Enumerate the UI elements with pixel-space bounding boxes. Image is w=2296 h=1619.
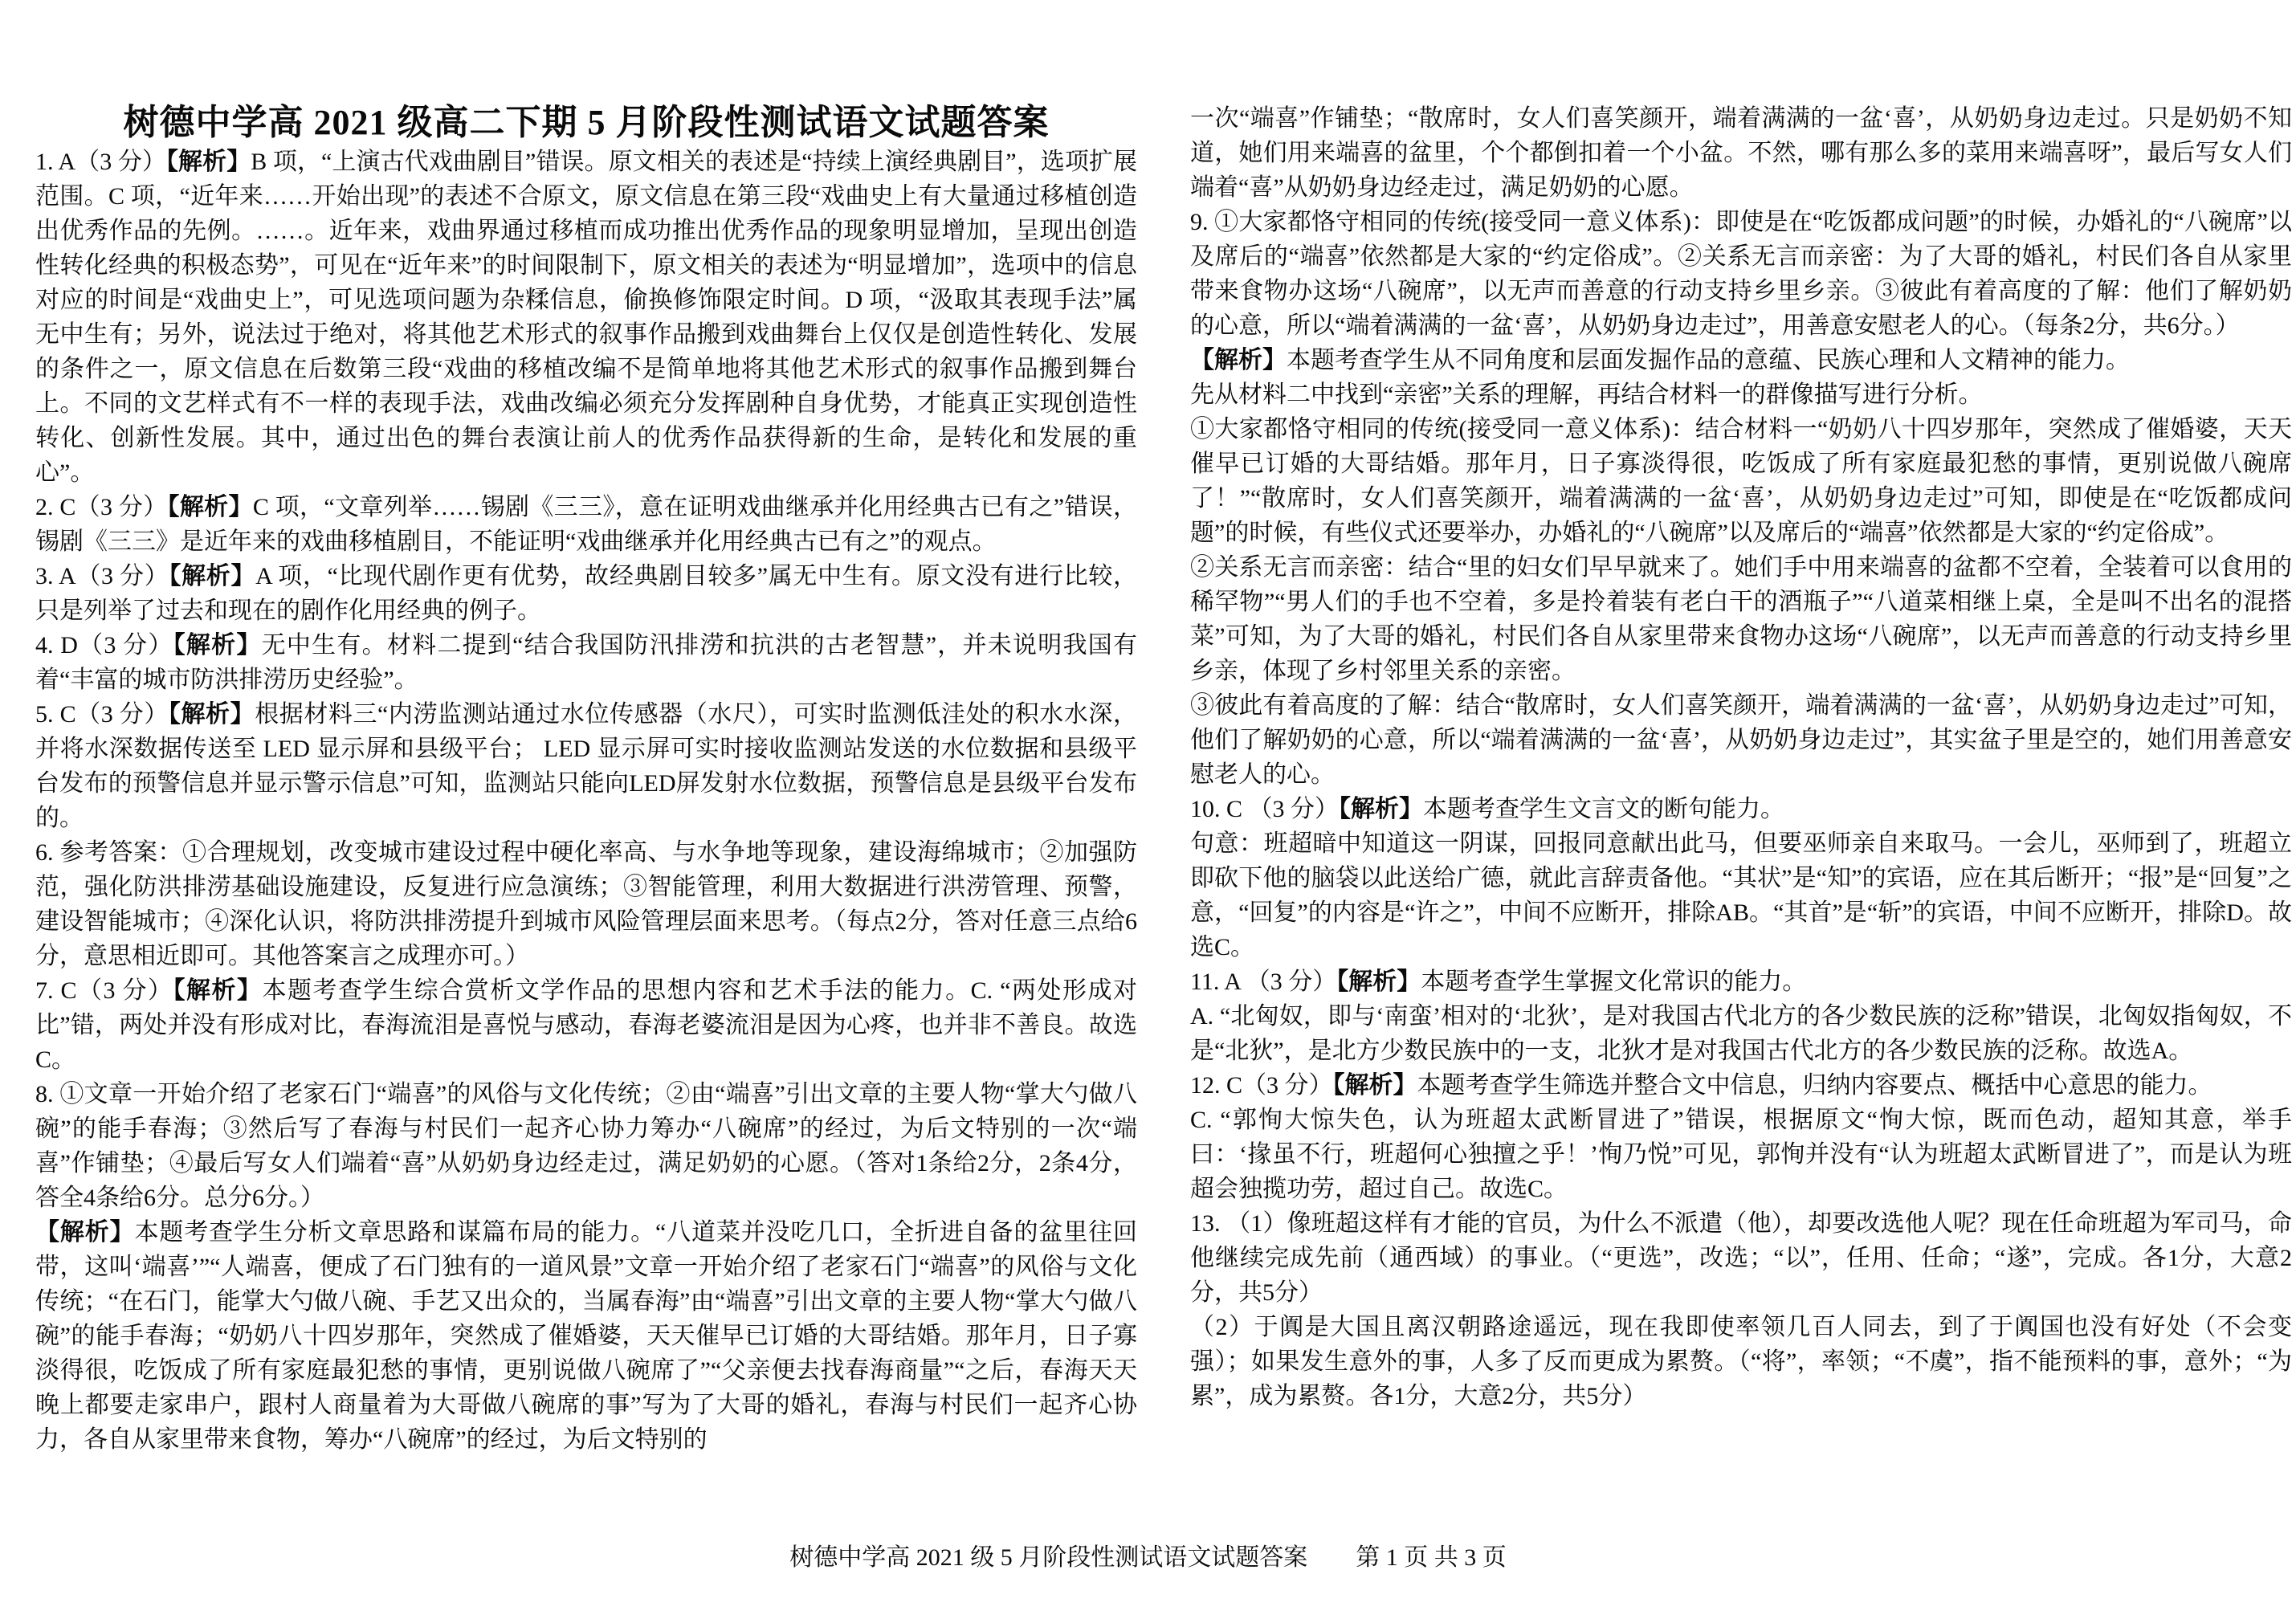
answer-paragraph: 7. C（3 分）【解析】本题考查学生综合赏析文学作品的思想内容和艺术手法的能力。C. “两处形成对比”错，两处并没有形成对比，春海流泪是喜悦与感动，春海老婆流泪是因为心疼，也并非不善良。故选 C。 (35, 977, 1137, 1073)
two-column-layout (35, 101, 2292, 1457)
jiexi-label: 【解析】 (167, 494, 253, 520)
answer-paragraph: 一次“端喜”作铺垫；“散席时，女人们喜笑颜开，端着满满的一盆‘喜’，从奶奶身边走过。只是奶奶不知道，她们用来端喜的盆里，个个都倒扣着一个小盆。不然，哪有那么多的菜用来端喜呀”，最后写女人们端着“喜”从奶奶身边经走过，满足奶奶的心愿。 (1190, 105, 2292, 201)
answer-paragraph: 9. ①大家都恪守相同的传统(接受同一意义体系)：即使是在“吃饭都成问题”的时候，办婚礼的“八碗席”以及席后的“端喜”依然都是大家的“约定俗成”。②关系无言而亲密：为了大哥的婚礼，村民们各自从家里带来食物办这场“八碗席”，以无声而善意的行动支持乡里乡亲。③彼此有着高度的了解：他们了解奶奶的心意，所以“端着满满的一盆‘喜’，从奶奶身边走过”，用善意安慰老人的心。（每条2分，共6分。） (1190, 209, 2292, 339)
jiexi-label: 【解析】 (1336, 969, 1421, 995)
left-column-paragraphs (35, 145, 1137, 1457)
answer-paragraph: 句意：班超暗中知道这一阴谋，回报同意献出此马，但要巫师亲自来取马。一会儿，巫师到了，班超立即砍下他的脑袋以此送给广德，就此言辞责备他。“其状”是“知”的宾语，应在其后断开；“报”是“回复”之意，“回复”的内容是“许之”，中间不应断开，排除AB。“其首”是“斩”的宾语，中间不应断开，排除D。故选C。 (1190, 830, 2292, 960)
answer-paragraph: ③彼此有着高度的了解：结合“散席时，女人们喜笑颜开，端着满满的一盆‘喜’，从奶奶身边走过”可知，他们了解奶奶的心意，所以“端着满满的一盆‘喜’，从奶奶身边走过”，其实盆子里是空的，她们用善意安慰老人的心。 (1190, 692, 2292, 788)
answer-paragraph: 12. C（3 分）【解析】本题考查学生筛选并整合文中信息，归纳内容要点、概括中心意思的能力。 (1190, 1072, 2212, 1099)
answer-paragraph: ②关系无言而亲密：结合“里的妇女们早早就来了。她们手中用来端喜的盆都不空着，全装着可以食用的稀罕物”“男人们的手也不空着，多是拎着装有老白干的酒瓶子”“八道菜相继上桌，全是叫不出名的混搭菜”可知，为了大哥的婚礼，村民们各自从家里带来食物办这场“八碗席”，以无声而善意的行动支持乡里乡亲，体现了乡村邻里关系的亲密。 (1190, 554, 2292, 684)
jiexi-label: 【解析】 (1190, 347, 1287, 373)
answer-paragraph: 6. 参考答案：①合理规划，改变城市建设过程中硬化率高、与水争地等现象，建设海绵城市；②加强防范，强化防洪排涝基础设施建设，反复进行应急演练；③智能管理，利用大数据进行洪涝管理、预警，建设智能城市；④深化认识，将防洪排涝提升到城市风险管理层面来思考。（每点2分，答对任意三点给6分，意思相近即可。其他答案言之成理亦可。） (35, 839, 1137, 969)
jiexi-label: 【解析】 (1332, 1072, 1417, 1099)
answer-paragraph: ①大家都恪守相同的传统(接受同一意义体系)：结合材料一“奶奶八十四岁那年，突然成了催婚婆，天天催早已订婚的大哥结婚。那年月，日子寡淡得很，吃饭成了所有家庭最犯愁的事情，更别说做八碗席了！”“散席时，女人们喜笑颜开，端着满满的一盆‘喜’，从奶奶身边走过”可知，即使是在“吃饭都成问题”的时候，有些仪式还要举办，办婚礼的“八碗席”以及席后的“端喜”依然都是大家的“约定俗成”。 (1190, 416, 2292, 546)
page-footer (0, 1544, 2296, 1572)
jiexi-label: 【解析】 (165, 149, 251, 175)
jiexi-label: 【解析】 (168, 701, 255, 728)
jiexi-label: 【解析】 (173, 977, 263, 1004)
answer-paragraph: 4. D（3 分）【解析】无中生有。材料二提到“结合我国防汛排涝和抗洪的古老智慧”，并未说明我国有着“丰富的城市防洪排涝历史经验”。 (35, 632, 1138, 693)
answer-paragraph: （2）于阗是大国且离汉朝路途遥远，现在我即使率领几百人同去，到了于阗国也没有好处（不会变强）；如果发生意外的事，人多了反而更成为累赘。（“将”，率领；“不虞”，指不能预料的事，意外；“为累”，成为累赘。各1分，大意2分，共5分） (1190, 1314, 2292, 1409)
jiexi-label: 【解析】 (35, 1219, 135, 1246)
answer-paragraph: A. “北匈奴，即与‘南蛮’相对的‘北狄’，是对我国古代北方的各少数民族的泛称”错误，北匈奴指匈奴，不是“北狄”，是北方少数民族中的一支，北狄才是对我国古代北方的各少数民族的泛称。故选A。 (1190, 1003, 2292, 1064)
jiexi-label: 【解析】 (173, 632, 262, 659)
jiexi-label: 【解析】 (169, 563, 256, 589)
answer-paragraph: 先从材料二中找到“亲密”关系的理解，再结合材料一的群像描写进行分析。 (1190, 381, 1983, 408)
page-title: 树德中学高 2021 级高二下期 5 月阶段性测试语文试题答案 (123, 103, 1050, 142)
answer-paragraph: 13. （1）像班超这样有才能的官员，为什么不派遣（他），却要改选他人呢？现在任命班超为军司马，命他继续完成先前（通西域）的事业。（“更选”，改选；“以”，任用、任命；“遂”，完成。各1分，大意2分，共5分） (1190, 1210, 2292, 1306)
left-column (35, 101, 1137, 1457)
answer-paragraph: C. “郭恂大惊失色，认为班超太武断冒进了”错误，根据原文“恂大惊，既而色动，超知其意，举手曰：‘掾虽不行，班超何心独擅之乎！’恂乃悦”可见，郭恂并没有“认为班超太武断冒进了”，而是认为班超会独揽功劳，超过自己。故选C。 (1190, 1107, 2292, 1202)
footer-document-label: 树德中学高 2021 级 5 月阶段性测试语文试题答案 (789, 1544, 1308, 1571)
answer-paragraph: 1. A（3 分）【解析】B 项，“上演古代戏曲剧目”错误。原文相关的表述是“持续上演经典剧目”，选项扩展范围。C 项，“近年来……开始出现”的表述不合原文，原文信息在第三段“戏曲史上有大量通过移植创造出优秀作品的先例。……。近年来，戏曲界通过移植而成功推出优秀作品的现象明显增加，呈现出创造性转化经典的积极态势”，可见在“近年来”的时间限制下，原文相关的表述为“明显增加”，选项中的信息对应的时间是“戏曲史上”，可见选项问题为杂糅信息，偷换修饰限定时间。D 项，“汲取其表现手法”属无中生有；另外，说法过于绝对，将其他艺术形式的叙事作品搬到戏曲舞台上仅仅是创造性转化、发展的条件之一，原文信息在后数第三段“戏曲的移植改编不是简单地将其他艺术形式的叙事作品搬到舞台上。不同的文艺样式有不一样的表现手法，戏曲改编必须充分发挥剧种自身优势，才能真正实现创造性转化、创新性发展。其中，通过出色的舞台表演让前人的优秀作品获得新的生命，是转化和发展的重心”。 (35, 149, 1137, 486)
answer-paragraph: 10. C （3 分）【解析】本题考查学生文言文的断句能力。 (1190, 796, 1785, 822)
right-column (1190, 101, 2292, 1457)
answer-paragraph: 8. ①文章一开始介绍了老家石门“端喜”的风俗与文化传统；②由“端喜”引出文章的主要人物“掌大勺做八碗”的能手春海；③然后写了春海与村民们一起齐心协力筹办“八碗席”的经过，为后文特别的一次“端喜”作铺垫；④最后写女人们端着“喜”从奶奶身边经走过，满足奶奶的心愿。（答对1条给2分，2条4分，答全4条给6分。总分6分。） (35, 1081, 1137, 1211)
right-column-paragraphs (1190, 101, 2292, 1413)
jiexi-label: 【解析】 (1339, 796, 1424, 822)
answer-paragraph: 3. A（3 分）【解析】A 项，“比现代剧作更有优势，故经典剧目较多”属无中生有。原文没有进行比较， 只是列举了过去和现在的剧作化用经典的例子。 (35, 563, 1137, 624)
footer-page-number: 第 1 页 共 3 页 (1356, 1544, 1507, 1571)
answer-paragraph: 11. A （3 分）【解析】本题考查学生掌握文化常识的能力。 (1190, 969, 1807, 995)
answer-paragraph: 5. C（3 分）【解析】根据材料三“内涝监测站通过水位传感器（水尺），可实时监测低洼处的积水水深，并将水深数据传送至 LED 显示屏和县级平台； LED 显示屏可实时接收监测站发送的水位数据和县级平台发布的预警信息并显示警示信息”可知，监测站只能向LED屏发射水位数据，预警信息是县级平台发布的。 (35, 701, 1137, 831)
answer-paragraph: 【解析】本题考查学生分析文章思路和谋篇布局的能力。“八道菜并没吃几口，全折进自备的盆里往回带，这叫‘端喜’”“人端喜，便成了石门独有的一道风景”文章一开始介绍了老家石门“端喜”的风俗与文化传统；“在石门，能掌大勺做八碗、手艺又出众的，当属春海”由“端喜”引出文章的主要人物“掌大勺做八碗”的能手春海；“奶奶八十四岁那年，突然成了催婚婆，天天催早已订婚的大哥结婚。那年月，日子寡淡得很，吃饭成了所有家庭最犯愁的事情，更别说做八碗席了”“父亲便去找春海商量”“之后，春海天天晚上都要走家串户，跟村人商量着为大哥做八碗席的事”写为了大哥的婚礼，春海与村民们一起齐心协力，各自从家里带来食物，筹办“八碗席”的经过，为后文特别的 (35, 1219, 1137, 1453)
answer-paragraph: 2. C（3 分）【解析】C 项，“文章列举……锡剧《三三》，意在证明戏曲继承并化用经典古已有之”错误， 锡剧《三三》是近年来的戏曲移植剧目，不能证明“戏曲继承并化用经典古已有之”的观点。 (35, 494, 1138, 555)
answer-paragraph: 【解析】本题考查学生从不同角度和层面发掘作品的意蕴、民族心理和人文精神的能力。 (1190, 347, 2130, 373)
